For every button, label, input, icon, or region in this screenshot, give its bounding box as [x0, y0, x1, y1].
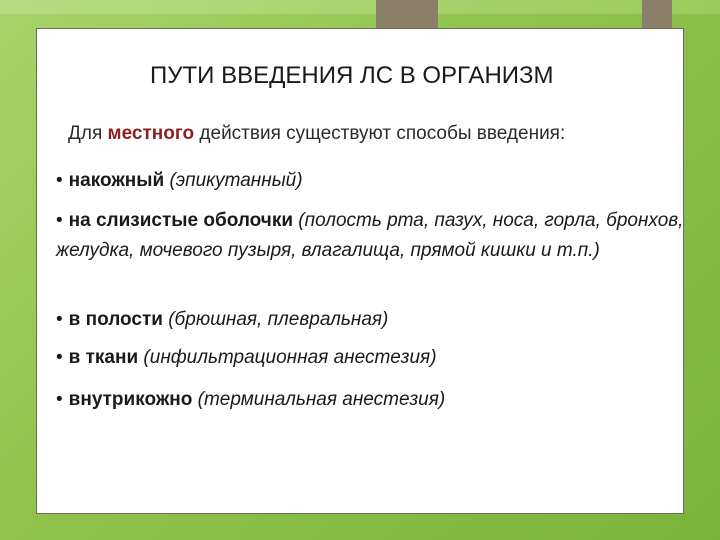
- decorative-tab-left: [376, 0, 438, 30]
- bullet-icon: •: [56, 347, 63, 368]
- decorative-tab-right: [642, 0, 672, 30]
- bullet-icon: •: [56, 170, 63, 191]
- item-note: (инфильтрационная анестезия): [138, 347, 437, 368]
- bullet-icon: •: [56, 210, 63, 231]
- slide-title: ПУТИ ВВЕДЕНИЯ ЛС В ОРГАНИЗМ: [150, 62, 554, 89]
- slide-panel: [36, 28, 684, 514]
- item-term: внутрикожно: [68, 389, 193, 410]
- item-term: на слизистые оболочки: [68, 210, 294, 231]
- top-accent-bar: [0, 0, 720, 14]
- item-note: (эпикутанный): [164, 170, 303, 191]
- item-note: (терминальная анестезия): [192, 389, 446, 410]
- bullet-icon: •: [56, 309, 63, 330]
- item-term: в ткани: [68, 347, 139, 368]
- list-item: [56, 206, 686, 266]
- item-note: (брюшная, плевральная): [162, 309, 389, 330]
- item-term: накожный: [68, 170, 165, 191]
- intro-pre: Для: [68, 123, 108, 144]
- list-item: [56, 343, 686, 373]
- list-item: [56, 385, 686, 415]
- intro-line: [68, 123, 565, 145]
- list-item: [56, 305, 686, 335]
- item-note: (полость рта, пазух, носа, горла, бронхов, желудка, мочевого пузыря, влагалища, прямой кишки и т.п.): [56, 210, 684, 261]
- intro-highlight: местного: [107, 123, 195, 144]
- bullet-icon: •: [56, 389, 63, 410]
- intro-post: действия существуют способы введения:: [194, 123, 566, 144]
- list-item: [56, 166, 686, 196]
- item-term: в полости: [68, 309, 163, 330]
